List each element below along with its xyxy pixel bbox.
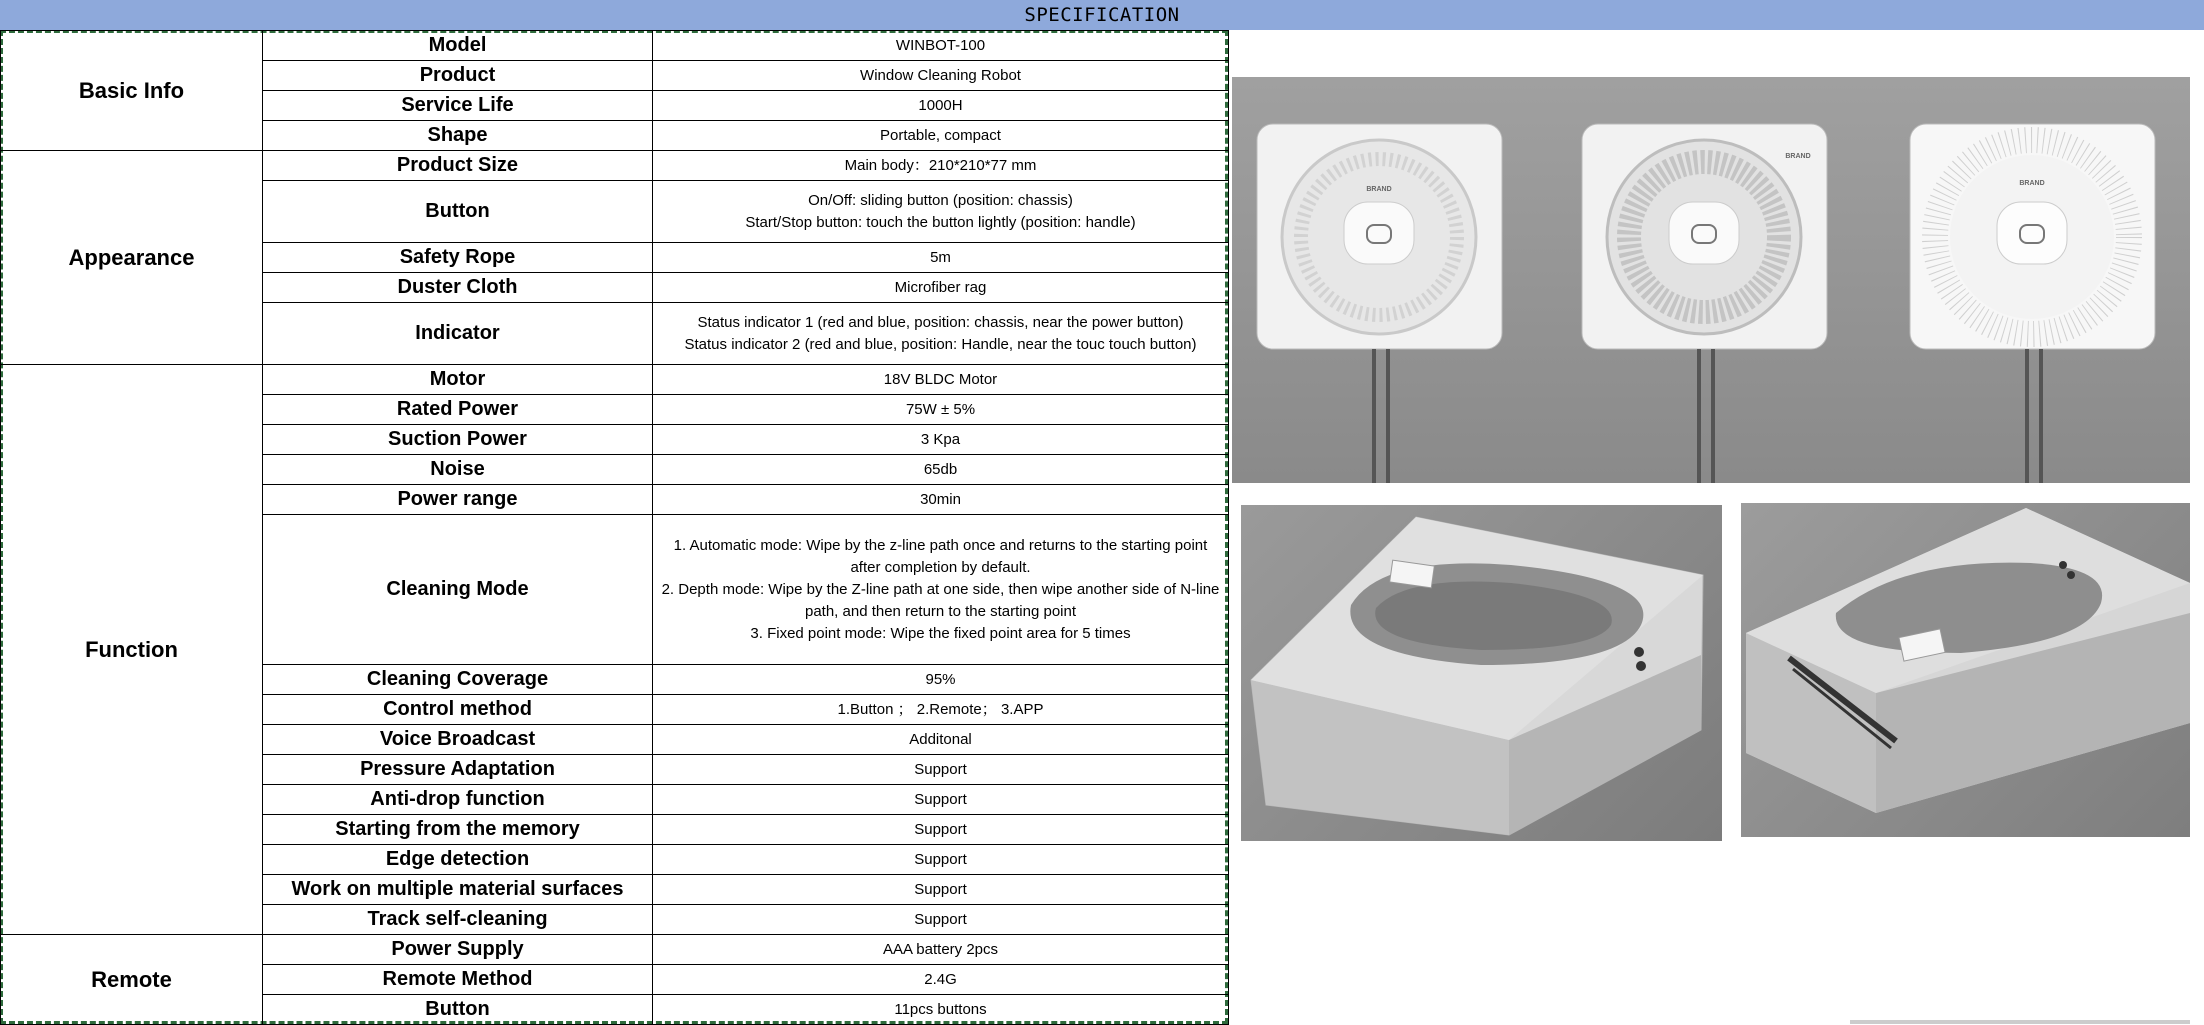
value-line: 30min	[920, 490, 961, 508]
value-line: AAA battery 2pcs	[882, 940, 999, 958]
value-cell	[653, 485, 1229, 515]
value-line: Support	[914, 880, 967, 898]
angle-left-illustration	[1241, 505, 1722, 841]
value-cell	[653, 785, 1229, 815]
value-cell	[653, 365, 1229, 395]
param-cell: Anti-drop function	[263, 785, 653, 815]
value-cell	[653, 935, 1229, 965]
param-cell: Shape	[263, 121, 653, 151]
value-cell	[653, 995, 1229, 1025]
spec-table	[0, 30, 1229, 1025]
bottom-edge-strip	[1850, 1020, 2190, 1024]
value-line: 18V BLDC Motor	[883, 370, 998, 388]
param-cell: Pressure Adaptation	[263, 755, 653, 785]
spec-row	[1, 935, 1229, 965]
value-cell	[653, 665, 1229, 695]
spec-table-container	[0, 30, 1228, 1024]
value-line: 5m	[930, 248, 951, 266]
value-line: 65db	[923, 460, 958, 478]
value-cell	[653, 273, 1229, 303]
param-cell: Remote Method	[263, 965, 653, 995]
param-cell: Rated Power	[263, 395, 653, 425]
value-line: Portable, compact	[880, 126, 1001, 144]
value-line: 11pcs buttons	[894, 1000, 987, 1018]
value-cell	[653, 845, 1229, 875]
category-cell: Basic Info	[1, 31, 263, 151]
robot-front-1	[1257, 124, 1502, 483]
svg-text:BRAND: BRAND	[1785, 153, 1811, 160]
spec-row	[1, 365, 1229, 395]
value-cell	[653, 243, 1229, 273]
value-cell	[653, 875, 1229, 905]
angle-right-illustration	[1741, 503, 2190, 837]
svg-text:BRAND: BRAND	[1366, 186, 1392, 193]
value-line: 1000H	[918, 96, 963, 114]
value-cell	[653, 965, 1229, 995]
value-cell	[653, 61, 1229, 91]
param-cell: Control method	[263, 695, 653, 725]
value-cell	[653, 815, 1229, 845]
value-line: Start/Stop button: touch the button lightly (position: handle)	[745, 213, 1136, 231]
spec-row	[1, 151, 1229, 181]
value-line: Status indicator 1 (red and blue, position: chassis, near the power button)	[697, 313, 1184, 331]
value-cell	[653, 425, 1229, 455]
param-cell: Indicator	[263, 303, 653, 365]
value-line: 3. Fixed point mode: Wipe the fixed point area for 5 times	[750, 624, 1131, 642]
value-line: 2. Depth mode: Wipe by the Z-line path at one side, then wipe another side of N-line	[661, 580, 1220, 598]
param-cell: Button	[263, 181, 653, 243]
value-line: On/Off: sliding button (position: chassis)	[808, 191, 1073, 209]
value-line: 2.4G	[924, 970, 957, 988]
spec-title: SPECIFICATION	[1024, 4, 1180, 26]
value-cell	[653, 91, 1229, 121]
value-cell	[653, 905, 1229, 935]
param-cell: Voice Broadcast	[263, 725, 653, 755]
robot-front-2	[1582, 124, 1827, 483]
param-cell: Suction Power	[263, 425, 653, 455]
robot-front-3	[1910, 124, 2155, 483]
value-line: Status indicator 2 (red and blue, position: Handle, near the touc touch button)	[684, 335, 1197, 353]
value-line: Additonal	[909, 730, 972, 748]
value-line: Window Cleaning Robot	[860, 66, 1021, 84]
value-cell	[653, 395, 1229, 425]
value-cell	[653, 515, 1229, 665]
product-photo-angle-left	[1241, 505, 1722, 841]
param-cell: Edge detection	[263, 845, 653, 875]
value-line: WINBOT-100	[895, 36, 986, 54]
value-line: 75W ± 5%	[905, 400, 976, 418]
value-cell	[653, 31, 1229, 61]
param-cell: Motor	[263, 365, 653, 395]
param-cell: Power range	[263, 485, 653, 515]
param-cell: Product	[263, 61, 653, 91]
value-cell	[653, 725, 1229, 755]
param-cell: Service Life	[263, 91, 653, 121]
param-cell: Starting from the memory	[263, 815, 653, 845]
category-cell: Appearance	[1, 151, 263, 365]
spec-header	[0, 0, 2204, 30]
value-line: path, and then return to the starting point	[804, 602, 1077, 620]
value-line: after completion by default.	[850, 558, 1031, 576]
category-cell: Function	[1, 365, 263, 935]
value-line: Main body：210*210*77 mm	[844, 156, 1037, 174]
param-cell: Safety Rope	[263, 243, 653, 273]
param-cell: Button	[263, 995, 653, 1025]
value-line: Support	[914, 790, 967, 808]
param-cell: Product Size	[263, 151, 653, 181]
param-cell: Model	[263, 31, 653, 61]
param-cell: Noise	[263, 455, 653, 485]
value-line: Support	[914, 910, 967, 928]
value-cell	[653, 755, 1229, 785]
product-photo-front-views	[1232, 77, 2190, 483]
value-line: Support	[914, 760, 967, 778]
value-cell	[653, 303, 1229, 365]
value-cell	[653, 181, 1229, 243]
value-line: 3 Kpa	[920, 430, 961, 448]
value-cell	[653, 121, 1229, 151]
param-cell: Power Supply	[263, 935, 653, 965]
param-cell: Track self-cleaning	[263, 905, 653, 935]
value-cell	[653, 695, 1229, 725]
value-cell	[653, 455, 1229, 485]
param-cell: Work on multiple material surfaces	[263, 875, 653, 905]
value-line: Support	[914, 850, 967, 868]
param-cell: Cleaning Mode	[263, 515, 653, 665]
value-line: 1.Button ； 2.Remote； 3.APP	[837, 700, 1044, 718]
category-cell: Remote	[1, 935, 263, 1025]
spec-row	[1, 31, 1229, 61]
value-line: Support	[914, 820, 967, 838]
value-line: 1. Automatic mode: Wipe by the z-line path once and returns to the starting point	[673, 536, 1208, 554]
value-line: Microfiber rag	[894, 278, 987, 296]
svg-text:BRAND: BRAND	[2019, 180, 2045, 187]
value-line: 95%	[925, 670, 956, 688]
value-cell	[653, 151, 1229, 181]
front-view-illustration	[1232, 77, 2190, 483]
param-cell: Cleaning Coverage	[263, 665, 653, 695]
product-photo-angle-right	[1741, 503, 2190, 837]
param-cell: Duster Cloth	[263, 273, 653, 303]
